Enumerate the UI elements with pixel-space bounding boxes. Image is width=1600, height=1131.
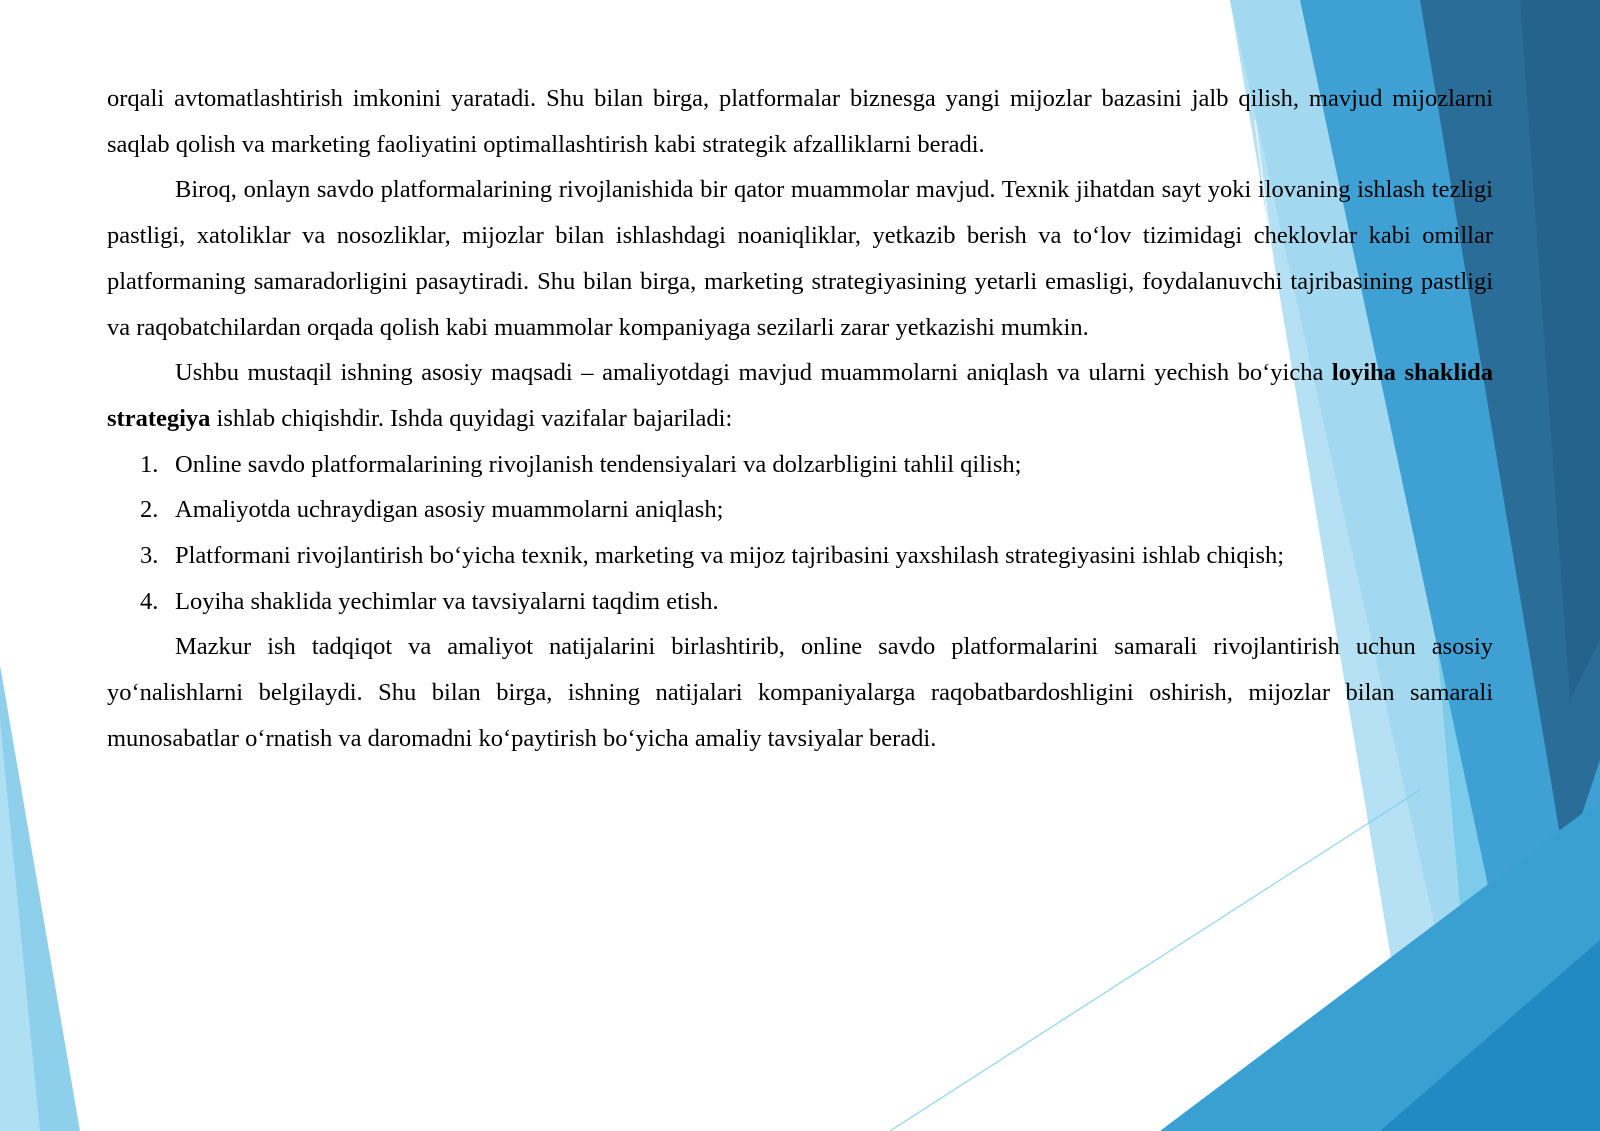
- task-number: 2.: [140, 496, 159, 524]
- task-item: [107, 442, 1493, 488]
- goal-text-end: ishlab chiqishdir. Ishda quyidagi vazifalar bajariladi:: [210, 404, 733, 432]
- task-item: [107, 533, 1493, 579]
- task-text: Loyiha shaklida yechimlar va tavsiyalarni taqdim etish.: [175, 587, 719, 615]
- task-number: 1.: [140, 450, 159, 478]
- task-number: 4.: [140, 587, 159, 615]
- goal-text-start: Ushbu mustaqil ishning asosiy maqsadi – amaliyotdagi mavjud muammolarni aniqlash va ularni yechish bo‘yicha: [175, 359, 1332, 387]
- task-item: [107, 487, 1493, 533]
- task-list: [107, 442, 1493, 625]
- paragraph-intro: orqali avtomatlashtirish imkonini yaratadi. Shu bilan birga, platformalar biznesga yangi mijozlar bazasini jalb qilish, mavjud mijozlarni saqlab qolish va marketing faoliyatini optimallashtirish kabi strategik afzalliklarni beradi.: [107, 85, 1493, 158]
- task-item: [107, 579, 1493, 625]
- goal-text-bold: loyiha shaklida strategiya: [107, 359, 1494, 432]
- task-text: Online savdo platformalarining rivojlanish tendensiyalari va dolzarbligini tahlil qilish;: [175, 450, 1022, 478]
- task-text: Amaliyotda uchraydigan asosiy muammolarni aniqlash;: [175, 496, 724, 524]
- paragraph-problems: Biroq, onlayn savdo platformalarining rivojlanishida bir qator muammolar mavjud. Texnik jihatdan sayt yoki ilovaning ishlash tezligi pastligi, xatoliklar va nosozliklar, mijozlar bilan ishlashdagi noaniqliklar, yetkazib berish va to‘lov tizimidagi cheklovlar kabi omillar platformaning samaradorligini pasaytiradi. Shu bilan birga, marketing strategiyasining yetarli emasligi, foydalanuvchi tajribasining pastligi va raqobatchilardan orqada qolish kabi muammolar kompaniyaga sezilarli zarar yetkazishi mumkin.: [107, 176, 1493, 341]
- task-text: Platformani rivojlantirish bo‘yicha texnik, marketing va mijoz tajribasini yaxshilash strategiyasini ishlab chiqish;: [175, 542, 1285, 570]
- paragraph-conclusion: Mazkur ish tadqiqot va amaliyot natijalarini birlashtirib, online savdo platformalarini samarali rivojlantirish uchun asosiy yo‘nalishlarni belgilaydi. Shu bilan birga, ishning natijalari kompaniyalarga raqobatbardoshligini oshirish, mijozlar bilan samarali munosabatlar o‘rnatish va daromadni ko‘paytirish bo‘yicha amaliy tavsiyalar beradi.: [107, 633, 1493, 752]
- document-body: [107, 76, 1493, 762]
- paragraph-goal: [107, 350, 1493, 441]
- task-number: 3.: [140, 542, 159, 570]
